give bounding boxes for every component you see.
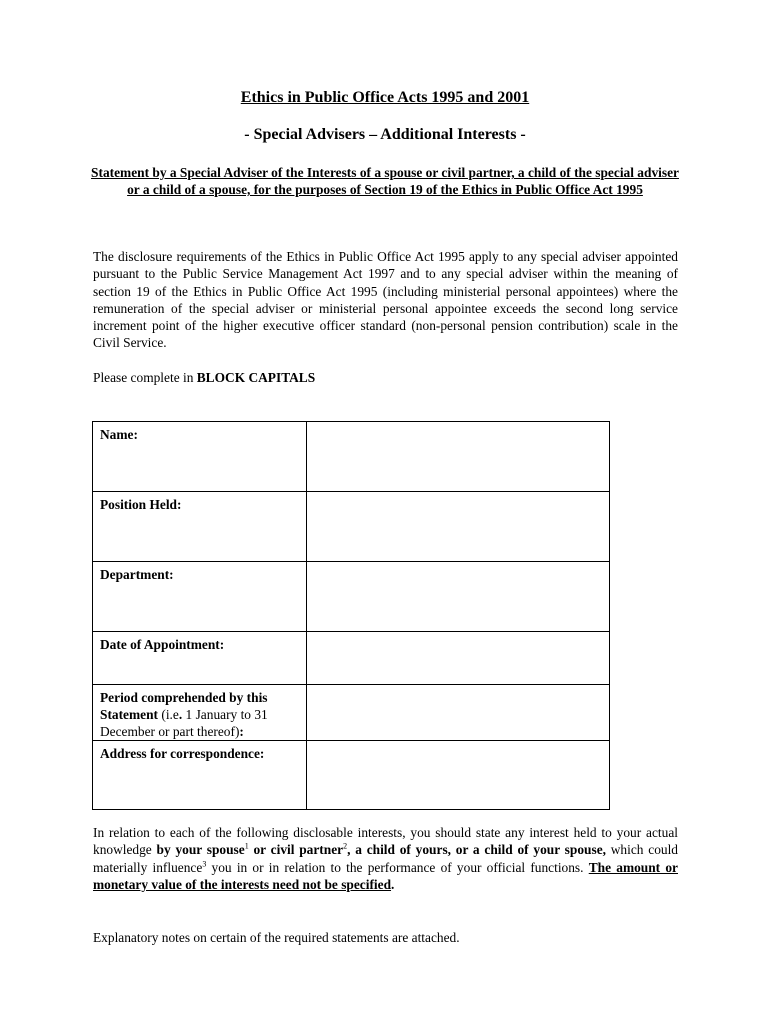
name-field[interactable] — [306, 422, 609, 492]
disclosure-underlined: The amount or monetary value of the interests need not be specified — [93, 859, 678, 892]
department-label: Department: — [93, 562, 307, 632]
explanatory-note: Explanatory notes on certain of the required statements are attached. — [93, 930, 460, 945]
disclosure-bold-child: , a child of yours, or a child of your spouse, — [347, 842, 606, 858]
appointment-label: Date of Appointment: — [93, 632, 307, 685]
disclosure-bold-spouse: by your spouse — [156, 842, 245, 858]
period-label — [93, 685, 307, 741]
period-label-bold-3: : — [239, 724, 244, 739]
period-label-bold-2: . — [178, 707, 183, 722]
instruction-emphasis: BLOCK CAPITALS — [196, 370, 316, 385]
appointment-field[interactable] — [306, 632, 609, 685]
form-row-period — [93, 685, 610, 741]
disclosure-text-3: you in or in relation to the performance of your official functions. — [206, 859, 589, 875]
form-row-name — [93, 422, 610, 492]
period-field[interactable] — [306, 685, 609, 741]
form-row-department — [93, 562, 610, 632]
document-subtitle: - Special Advisers – Additional Interests - — [244, 126, 526, 143]
name-label: Name: — [93, 422, 307, 492]
address-label: Address for correspondence: — [93, 741, 307, 810]
period-label-normal-2: 1 January to 31 December or part thereof) — [100, 707, 268, 739]
footnote-ref-1: 1 — [244, 841, 249, 851]
instruction-prefix: Please complete in — [93, 370, 197, 385]
period-label-normal-1: (i.e — [158, 707, 179, 722]
disclosure-bold-partner: or civil partner — [248, 842, 344, 858]
intro-paragraph: The disclosure requirements of the Ethics in Public Office Act 1995 apply to any special adviser appointed pursuant to the Public Service Management Act 1997 and to any special adviser within the meaning of section 19 of the Ethics in Public Office Act 1995 (including ministerial personal appointees) where the remuneration of the special adviser or ministerial personal appointee exceeds the second long service increment point of the higher executive officer standard (non-personal pension contribution) scale in the Civil Service. — [93, 249, 678, 351]
position-label: Position Held: — [93, 492, 307, 562]
form-row-position — [93, 492, 610, 562]
disclosure-text-2: which could materially influence — [93, 842, 678, 875]
disclosure-period: . — [391, 876, 395, 892]
form-row-address — [93, 741, 610, 810]
disclosure-paragraph — [93, 824, 678, 893]
department-field[interactable] — [306, 562, 609, 632]
footnote-ref-3: 3 — [202, 859, 207, 869]
statement-heading: Statement by a Special Adviser of the Interests of a spouse or civil partner, a child of the special adviser or a child of a spouse, for the purposes of Section 19 of the Ethics in Public Office Act 1995 — [91, 165, 679, 197]
form-row-appointment — [93, 632, 610, 685]
details-form-table — [92, 421, 610, 810]
document-title: Ethics in Public Office Acts 1995 and 2001 — [240, 89, 530, 106]
footnote-ref-2: 2 — [343, 841, 348, 851]
position-field[interactable] — [306, 492, 609, 562]
instruction-line — [93, 370, 315, 386]
address-field[interactable] — [306, 741, 609, 810]
period-label-bold-1: Period comprehended by this Statement — [100, 690, 268, 722]
disclosure-text-1: In relation to each of the following disclosable interests, you should state any interest held to your actual knowledge — [93, 825, 678, 858]
